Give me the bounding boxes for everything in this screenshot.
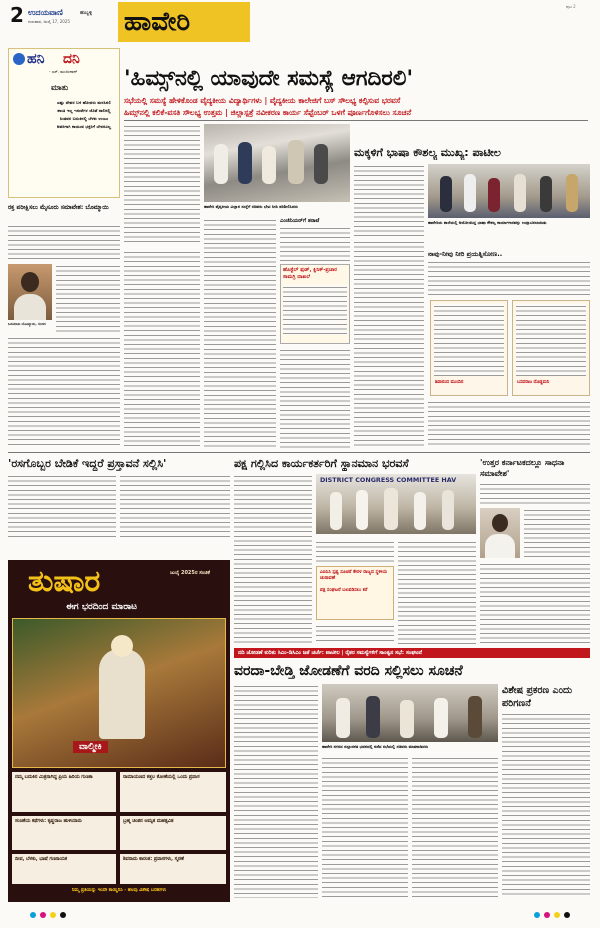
lead-headline: 'ಹಿಮ್ಸ್‌ನಲ್ಲಿ ಯಾವುದೇ ಸಮಸ್ಯೆ ಆಗದಿರಲಿ': [124, 66, 414, 91]
date-line: ಗುರುವಾರ, ಜುಲೈ 17, 2025: [28, 19, 70, 24]
lead-photo: [204, 124, 350, 202]
figure-icon: [414, 492, 426, 530]
congress-bullet-2: ಪಕ್ಷ ಸಂಘಟನೆ ಬಲಪಡಿಸಲು ಕರೆ: [320, 588, 368, 593]
language-box-2-name: ಬಸವರಾಜ ದೊಡ್ಡಮನಿ: [517, 380, 550, 385]
rasagobbara-text-2: [120, 474, 230, 538]
vishesha-text: [502, 712, 590, 898]
language-subheading: ನಾವು-ನೀವು ನೀರಿ ಪ್ರಯತ್ನಿಸೋಣ..: [428, 250, 503, 258]
figure-icon: [514, 174, 526, 212]
ad-inner-title: ವಾಲ್ಮೀಕಿ: [73, 741, 108, 753]
blood-headline: ರಕ್ತ ಪರೀಕ್ಷಿಸಲು ಮೈಸೂರು ಸಮಾವೇಶ: ಬೊಮ್ಮಾಯಿ: [8, 204, 109, 211]
congress-text-3: [316, 624, 394, 644]
ad-feature-box-1: [12, 772, 116, 812]
cyan-mark-icon: [534, 912, 540, 918]
ad-feature-6: ಶಿವರಾಮ ಕಾರಂತ: ಪ್ರವಾಸಗಳು, ಸ್ಮರಣೆ: [123, 857, 184, 862]
figure-icon: [314, 144, 328, 184]
lead-box-text: [283, 285, 347, 335]
ad-feature-box-4: [120, 816, 226, 850]
figure-icon: [440, 176, 452, 212]
corner-mark: ಪುಟ 2: [566, 4, 576, 9]
congress-text-1: [234, 474, 312, 644]
page-number: 2: [10, 4, 24, 26]
black-mark-icon: [564, 912, 570, 918]
language-text-2: [354, 240, 424, 448]
bommai-caption: ಬಸವರಾಜ ಬೊಮ್ಮಾಯಿ, ಸಂಸದ: [8, 322, 46, 326]
ad-footer: ನಿಮ್ಮ ಪ್ರತಿಯನ್ನು ಇಂದೇ ಕಾಯ್ದಿರಿಸಿ - ಹಲವು ವಿಶೇಷ ಬರಹಗಳು: [71, 888, 167, 893]
lead-box-heading: ಹೊಸ್ಟೆಲ್ ಫುಡ್, ಕ್ಲಿನಿಕ್-ಪ್ರಚಾರ ಸಾಮಗ್ರಿ ದಾಖಲೆ: [283, 267, 338, 280]
figure-icon: [464, 174, 476, 212]
figure-icon: [384, 488, 398, 530]
uttara-portrait: [480, 508, 520, 558]
portrait-head-icon: [492, 514, 508, 532]
congress-banner-text: DISTRICT CONGRESS COMMITTEE HAV: [320, 476, 457, 484]
honi-section: ಮಾತು: [51, 83, 69, 92]
figure-icon: [540, 176, 552, 212]
ad-tagline: ಈಗ ಭರದಿಂದ ಮಾರಾಟ: [66, 602, 138, 612]
honi-poem: ಎಷ್ಟು ದೇವರ ಬಳಿ ಹೋದರು ಮನಸಿನಲಿ ಶಾಂತಿ ಇಲ್ಲ ಇರುವೆಗಳ ಜೊತೆ ಸಾಲಿನಲ್ಲಿ ನಿಂತವರ ಬದುಕಿನಲ್ಲಿ ಬೆಳಕು ಉಂಟು ಅವರಿಗಾಗಿ ಕಾಯುವ ಭಕ್ತರಿಗೆ ಬೇಸರವಿಲ್ಲ: [56, 100, 112, 129]
varada-text-2: [322, 756, 408, 898]
lead-text-3: [204, 218, 276, 450]
row-rule: [8, 452, 590, 453]
news-ticker: [234, 648, 590, 658]
figure-icon: [468, 696, 482, 738]
language-box-1: [430, 300, 508, 396]
ad-cover: [12, 618, 226, 768]
figure-icon: [400, 700, 414, 738]
figure-icon: [238, 142, 252, 184]
lead-text-2: [124, 250, 200, 450]
figure-icon: [488, 178, 500, 212]
lead-rule: [124, 120, 588, 121]
language-box-2: [512, 300, 590, 396]
drop-icon: [13, 53, 25, 65]
vishesha-headline: ವಿಶೇಷ ಪ್ರಕರಣ ಎಂದು ಪರಿಗಣನೆ: [502, 685, 573, 709]
lead-photo-caption: ಹಾವೇರಿ ವೈದ್ಯಕೀಯ ವಿಜ್ಞಾನ ಸಂಸ್ಥೆಗೆ ಸಚಿವರು ಭೇಟಿ ನೀಡಿ ಪರಿಶೀಲಿಸಿದರು: [204, 204, 298, 209]
figure-icon: [330, 492, 342, 530]
figure-icon: [336, 698, 350, 738]
language-box-2-text: [516, 304, 586, 376]
ticker-text: ನದಿ ಜೋಡಣೆ ಕುರಿತು ಸಿಎಂ-ಡಿಸಿಎಂ ಜತೆ ಚರ್ಚೆ: ಪಾಟೀಲ | ರೈತರ ಸಮಸ್ಯೆಗಳಿಗೆ ಸಾಂತ್ವನ ಸಭೆ: ಸಂಘಟನೆ: [238, 650, 422, 656]
portrait-shirt-icon: [485, 534, 515, 558]
figure-icon: [566, 174, 578, 212]
tushara-ad[interactable]: [8, 560, 230, 902]
uttara-text-1: [480, 482, 590, 506]
lead-text-1: [124, 124, 200, 244]
black-mark-icon: [60, 912, 66, 918]
magenta-mark-icon: [544, 912, 550, 918]
figure-icon: [366, 696, 380, 738]
ad-brand: ತುಷಾರ: [28, 564, 101, 599]
varada-headline: ವರದಾ-ಬೇಡ್ತಿ ಜೋಡಣೆಗೆ ವರದಿ ಸಲ್ಲಿಸಲು ಸೂಚನೆ: [234, 663, 463, 679]
portrait-shirt-icon: [14, 294, 46, 320]
uttara-text-3: [480, 562, 590, 644]
ad-feature-box-6: [120, 854, 226, 884]
varada-photo: [322, 684, 498, 742]
figure-icon: [442, 490, 454, 530]
sage-head-icon: [111, 635, 133, 657]
language-headline: ಮಕ್ಕಳಿಗೆ ಭಾಷಾ ಕೌಶಲ್ಯ ಮುಖ್ಯ: ಪಾಟೀಲ: [354, 146, 501, 159]
honi-dani-box: [8, 48, 120, 198]
lead-text-5: [280, 348, 350, 450]
district-name: ಹಾವೇರಿ: [124, 7, 191, 37]
print-registration-strip: [30, 912, 570, 920]
honi-byline: - ಎಸ್. ಮಂಜುನಾಥ್: [49, 69, 78, 74]
lead-subhead-2: ಹಿಮ್ಸ್‌ನಲ್ಲಿ ಕಲಿಕೆ-ವಸತಿ ಸೌಲಭ್ಯ ಉತ್ತಮ | ಜಿಲ್ಲಾಸ್ಪತ್ರೆ ನವೀಕರಣ ಕಾರ್ಯ ಸೆಪ್ಟೆಂಬರ್ ಒಳಗೆ ಪೂರ್ಣಗೊಳಿಸಲು ಸೂಚನೆ: [124, 108, 412, 117]
yellow-mark-icon: [554, 912, 560, 918]
lead-box: [280, 264, 350, 344]
congress-bullet-1: ಎಐಸಿಸಿ ಸ್ಪಷ್ಟ ಸೂಚನೆ ಕೇರಳ ರಾಜ್ಯದ ಸ್ಥಳೀಯ ಚುನಾವಣೆ: [320, 570, 388, 581]
language-text-4: [428, 400, 590, 448]
language-text-3: [428, 260, 590, 296]
varada-text-3: [412, 756, 498, 898]
congress-bullets-box: [316, 566, 394, 620]
ad-feature-2: ರಾಮಾಯಣದ ಕತ್ತಲ ಕೋಣೆಯಲ್ಲಿ ಒಂದು ಪ್ರವಾಸ: [123, 775, 200, 780]
lead-subhead-1: ಸಭೆಯಲ್ಲಿ ಸಮಸ್ಯೆ ಹೇಳಿಕೊಂಡ ವೈದ್ಯಕೀಯ ವಿದ್ಯಾರ್ಥಿಗಳು | ವೈದ್ಯಕೀಯ ಕಾಲೇಜಿಗೆ ಬಸ್ ಸೌಲಭ್ಯ ಕಲ್ಪಿಸುವ ಭರವಸೆ: [124, 96, 401, 105]
rasagobbara-text-1: [8, 474, 116, 538]
cyan-mark-icon: [30, 912, 36, 918]
ad-feature-box-2: [120, 772, 226, 812]
ad-issue: ಜುಲೈ 2025ರ ಸಂಚಿಕೆ: [170, 570, 210, 576]
ad-feature-box-5: [12, 854, 116, 884]
honi-title: ಹನಿ: [27, 51, 45, 67]
language-box-1-name: ಶಿವಾನಂದ ಮುಂದಿನ: [435, 380, 464, 385]
ad-feature-box-3: [12, 816, 116, 850]
figure-icon: [262, 146, 276, 184]
congress-photo: [316, 474, 476, 534]
language-photo-caption: ಹಾವೇರಿಯ ಶಾಲೆಯಲ್ಲಿ ಆಯೋಜಿಸಿದ್ದ ಭಾಷಾ ಕೌಶಲ್ಯ ಕಾರ್ಯಾಗಾರವನ್ನು ಉದ್ಘಾಟಿಸಲಾಯಿತು: [428, 220, 547, 225]
varada-photo-caption: ಹಾವೇರಿ ನಗರದ ಜಿಲ್ಲಾಡಳಿತ ಭವನದಲ್ಲಿ ನಡೆದ ಸಭೆಯಲ್ಲಿ ಸಚಿವರು ಮಾತನಾಡಿದರು: [322, 744, 429, 749]
blood-text-2: [56, 264, 120, 334]
magenta-mark-icon: [40, 912, 46, 918]
portrait-head-icon: [21, 272, 39, 292]
lead-text-4: [280, 226, 350, 262]
figure-icon: [288, 140, 304, 184]
congress-text-4: [398, 540, 476, 644]
yellow-mark-icon: [50, 912, 56, 918]
blood-text-1: [8, 224, 120, 262]
language-box-1-text: [434, 304, 504, 376]
figure-icon: [356, 490, 368, 530]
ad-feature-3: ಸಂಚಿಕೆಯ ಕಥೆಗಳು: ಕೃಷ್ಣರಾಜ ಹುಳಿಯಾರು: [15, 819, 82, 824]
language-text-1: [354, 164, 424, 238]
blood-text-3: [8, 336, 120, 448]
ad-feature-1: ನಮ್ಮ ಬದುಕಿನ ಮಿತ್ರನಾಗಿದ್ದ ಪ್ರಿಯ ಹಿರಿಯ ಗುಣಕಾ: [15, 775, 93, 780]
sage-figure-icon: [99, 649, 145, 739]
edition-note: ಹುಬ್ಬಳ್ಳಿ: [80, 10, 93, 16]
bommai-portrait: [8, 264, 52, 320]
rasagobbara-headline: 'ರಸಗೊಬ್ಬರ ಬೇಡಿಕೆ ಇದ್ದರೆ ಪ್ರಸ್ತಾವನೆ ಸಲ್ಲಿಸಿ': [8, 457, 167, 470]
lead-side-heading: ಎಂಜಿನಿಯರ್‌ಗೆ ತರಾಟೆ: [280, 218, 320, 224]
uttara-headline: 'ಉತ್ತರ ಕರ್ನಾಟಕದಲ್ಲೂ ಸಾಧನಾ ಸಮಾವೇಶ': [480, 458, 565, 478]
varada-text-1: [234, 684, 318, 898]
congress-headline: ಪಕ್ಷ ಗಲ್ಲಿಸಿದ ಕಾರ್ಯಕರ್ತರಿಗೆ ಸ್ಥಾನಮಾನ ಭರವಸೆ: [234, 457, 409, 470]
language-photo: [428, 164, 590, 218]
ad-feature-5: ದೀಪ, ಬೆಳಕು, ಭಾಷೆ ಗಣನಾಯಕ: [15, 857, 68, 862]
uttara-text-2: [524, 508, 590, 558]
congress-text-2: [316, 540, 394, 564]
district-banner: [118, 2, 250, 42]
ad-feature-4: ಬ್ರಹ್ಮ ಚಿಂತನ ಅಮೃತ ಮಹತ್ಸವಿತ: [123, 819, 174, 824]
figure-icon: [214, 144, 228, 184]
figure-icon: [434, 698, 448, 738]
paper-name: ಉದಯವಾಣಿ: [28, 8, 63, 17]
dani-title: ದನಿ: [63, 51, 80, 67]
